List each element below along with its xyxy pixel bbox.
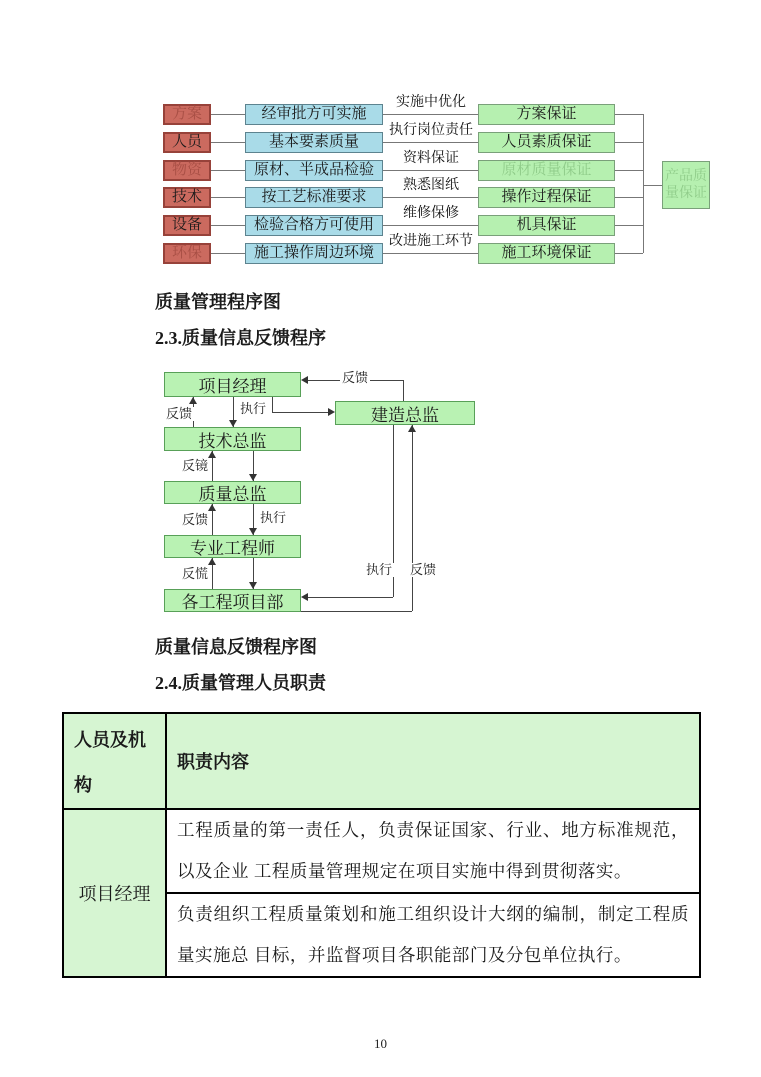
table-header-row — [63, 713, 700, 809]
fc2-node-project-departments: 各工程项目部 — [164, 589, 301, 612]
fc2-node-construction-director: 建造总监 — [335, 401, 475, 425]
fc1-process-box: 基本要素质量 — [245, 132, 383, 153]
fc1-source-box: 环保 — [163, 243, 211, 264]
connector-line — [383, 114, 478, 115]
fc1-source-box: 物资 — [163, 160, 211, 181]
edge-line — [301, 611, 412, 612]
connector-line — [211, 114, 245, 115]
fc1-process-box: 检验合格方可使用 — [245, 215, 383, 236]
connector-line — [615, 253, 643, 254]
edge-line — [403, 380, 404, 401]
fc1-process-box: 经审批方可实施 — [245, 104, 383, 125]
fc1-assurance-box: 方案保证 — [478, 104, 615, 125]
fc1-source-box: 设备 — [163, 215, 211, 236]
edge-label-execute: 执行 — [260, 510, 287, 525]
connector-line — [383, 197, 478, 198]
fc1-process-box: 施工操作周边环境 — [245, 243, 383, 264]
arrowhead-down — [229, 420, 237, 427]
edge-line — [303, 597, 393, 598]
arrowhead-left — [301, 376, 308, 384]
edge-line — [272, 412, 329, 413]
edge-label-feedback: 反馈 — [166, 406, 193, 421]
fc1-assurance-box: 机具保证 — [478, 215, 615, 236]
arrowhead-down — [249, 582, 257, 589]
fc2-node-project-manager: 项目经理 — [164, 372, 301, 397]
fc1-assurance-box: 人员素质保证 — [478, 132, 615, 153]
edge-label-feedback: 反馈 — [410, 562, 437, 577]
fc1-link-label: 维修保修 — [403, 206, 459, 221]
connector-line — [211, 142, 245, 143]
table-row — [63, 809, 700, 893]
edge-label-feedback: 反馈 — [342, 370, 369, 385]
trunk-line — [643, 114, 644, 253]
connector-line — [211, 253, 245, 254]
duty-cell: 负责组织工程质量策划和施工组织设计大纲的编制，制定工程质量实施总 目标，并监督项目各职能部门及分包单位执行。 — [166, 893, 700, 977]
fc1-source-box: 技术 — [163, 187, 211, 208]
arrowhead-up — [208, 558, 216, 565]
edge-line — [412, 425, 413, 611]
header-cell-role: 人员及机构 — [63, 713, 166, 809]
fc2-node-technical-director: 技术总监 — [164, 427, 301, 451]
fc1-process-box: 原材、半成品检验 — [245, 160, 383, 181]
duties-table — [62, 712, 701, 978]
edge-label-feedback: 反镜 — [182, 458, 209, 473]
fc1-source-box: 方案 — [163, 104, 211, 125]
fc1-link-label: 资料保证 — [403, 151, 459, 166]
role-cell: 项目经理 — [63, 809, 166, 977]
edge-line — [272, 397, 273, 412]
connector-line — [383, 225, 478, 226]
connector-line — [383, 170, 478, 171]
connector-line — [383, 142, 478, 143]
connector-line — [615, 170, 643, 171]
connector-line — [211, 225, 245, 226]
page-number: 10 — [374, 1036, 387, 1051]
fc2-node-professional-engineer: 专业工程师 — [164, 535, 301, 558]
fc1-assurance-box: 原材质量保证 — [478, 160, 615, 181]
fc1-link-label: 执行岗位责任 — [389, 123, 473, 138]
figure1-caption: 质量管理程序图 — [155, 292, 281, 312]
section-heading-2-4: 2.4.质量管理人员职责 — [155, 673, 326, 693]
fc1-source-box: 人员 — [163, 132, 211, 153]
connector-line — [615, 197, 643, 198]
edge-label-execute: 执行 — [366, 562, 393, 577]
fc1-process-box: 按工艺标准要求 — [245, 187, 383, 208]
duty-cell: 工程质量的第一责任人，负责保证国家、行业、地方标准规范，以及企业 工程质量管理规定在项目实施中得到贯彻落实。 — [166, 809, 700, 893]
fc1-link-label: 实施中优化 — [396, 95, 466, 110]
arrowhead-down — [249, 528, 257, 535]
header-cell-duty: 职责内容 — [166, 713, 700, 809]
fc1-assurance-box: 操作过程保证 — [478, 187, 615, 208]
connector-line — [211, 170, 245, 171]
connector-line — [211, 197, 245, 198]
fc1-result-box — [662, 161, 710, 209]
edge-label-execute: 执行 — [240, 401, 267, 416]
arrowhead-down — [249, 474, 257, 481]
fc1-result-label: 产品质量保证 — [665, 169, 707, 201]
arrowhead-up — [208, 451, 216, 458]
arrowhead-up — [408, 425, 416, 432]
edge-label-feedback: 反慌 — [182, 566, 209, 581]
connector-line — [615, 225, 643, 226]
fc1-assurance-box: 施工环境保证 — [478, 243, 615, 264]
fc1-link-label: 熟悉图纸 — [403, 178, 459, 193]
arrowhead-right — [328, 408, 335, 416]
arrowhead-up — [208, 504, 216, 511]
connector-line — [383, 253, 478, 254]
connector-line — [615, 142, 643, 143]
edge-label-feedback: 反馈 — [182, 512, 209, 527]
section-heading-2-3: 2.3.质量信息反馈程序 — [155, 328, 326, 348]
arrowhead-up — [189, 397, 197, 404]
figure2-caption: 质量信息反馈程序图 — [155, 637, 317, 657]
fc2-node-quality-director: 质量总监 — [164, 481, 301, 504]
connector-line — [615, 114, 643, 115]
connector-line — [643, 185, 662, 186]
arrowhead-left — [301, 593, 308, 601]
fc1-link-label: 改进施工环节 — [389, 234, 473, 249]
